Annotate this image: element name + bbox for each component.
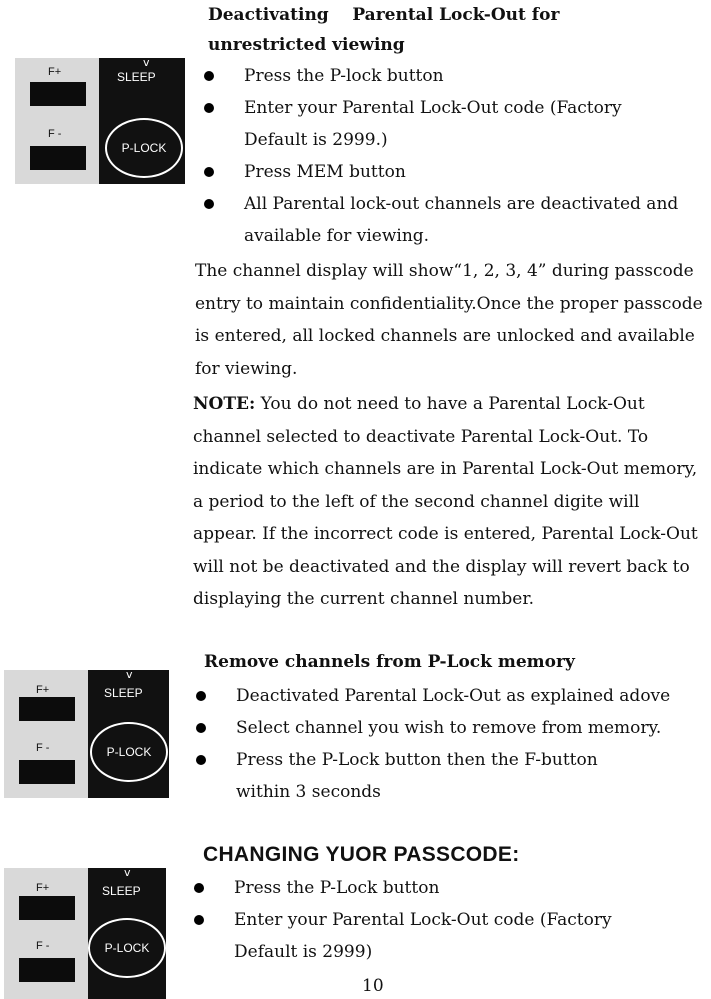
list-item-text: Press MEM button: [244, 162, 406, 182]
plock-button: P-LOCK: [105, 118, 183, 178]
bullet-icon: [194, 883, 204, 893]
section-heading: CHANGING YUOR PASSCODE:: [203, 843, 520, 866]
f-plus-button: [19, 896, 75, 920]
f-plus-label: F+: [36, 882, 50, 894]
chevron-down-icon: v: [126, 670, 133, 681]
sleep-button-label: SLEEP: [104, 686, 143, 700]
f-minus-button: [30, 146, 86, 170]
page-number: 10: [362, 976, 384, 996]
list-item-text: Deactivated Parental Lock-Out as explained adove: [236, 686, 671, 706]
paragraph-text: The channel display will show“1, 2, 3, 4” during passcode entry to maintain confidentiality.Once the proper passcode is entered, all locked channels are unlocked and available for viewing.: [195, 261, 703, 379]
f-minus-button: [19, 760, 75, 784]
f-minus-label: F -: [36, 940, 50, 952]
remote-panel-1: [15, 58, 185, 184]
f-minus-label: F -: [48, 128, 62, 140]
bullet-icon: [196, 755, 206, 765]
f-plus-button: [30, 82, 86, 106]
list-item: [190, 904, 650, 968]
f-plus-label: F+: [36, 684, 50, 696]
sleep-button-label: SLEEP: [117, 70, 156, 84]
list-item: [190, 872, 650, 904]
list-item-text: Press the P-lock button: [244, 66, 444, 86]
remote-panel-2: [4, 670, 169, 798]
list-item-text: Press the P-Lock button then the F-button within 3 seconds: [236, 750, 598, 802]
bullet-icon: [204, 167, 214, 177]
note-paragraph: [193, 388, 707, 616]
bullet-list: [192, 680, 672, 808]
f-minus-button: [19, 958, 75, 982]
section-heading: Remove channels from P-Lock memory: [204, 652, 575, 672]
plock-button: P-LOCK: [88, 918, 166, 978]
f-plus-label: F+: [48, 66, 62, 78]
note-label: NOTE:: [193, 394, 256, 414]
section-heading: Deactivating Parental Lock-Out for unrestricted viewing: [208, 5, 566, 55]
chevron-down-icon: v: [143, 58, 150, 69]
chevron-down-icon: v: [124, 868, 131, 879]
list-item: [192, 744, 606, 808]
list-item-text: Press the P-Lock button: [234, 878, 440, 898]
list-item: [192, 712, 672, 744]
bullet-list: [200, 60, 680, 252]
bullet-list: [190, 872, 650, 968]
list-item-text: Enter your Parental Lock-Out code (Factory Default is 2999.): [244, 98, 622, 150]
list-item: [200, 188, 680, 252]
sleep-button-label: SLEEP: [102, 884, 141, 898]
bullet-icon: [204, 103, 214, 113]
list-item-text: Enter your Parental Lock-Out code (Factory Default is 2999): [234, 910, 612, 962]
body-paragraph: [195, 255, 707, 385]
list-item-text: Select channel you wish to remove from memory.: [236, 718, 662, 738]
f-minus-label: F -: [36, 742, 50, 754]
bullet-icon: [196, 691, 206, 701]
list-item: [200, 60, 680, 92]
plock-button: P-LOCK: [90, 722, 168, 782]
f-plus-button: [19, 697, 75, 721]
list-item-text: All Parental lock-out channels are deactivated and available for viewing.: [244, 194, 679, 246]
list-item: [200, 92, 680, 156]
bullet-icon: [196, 723, 206, 733]
bullet-icon: [204, 71, 214, 81]
list-item: [200, 156, 680, 188]
remote-panel-3: [4, 868, 166, 999]
note-text: You do not need to have a Parental Lock-Out channel selected to deactivate Parental Lock-Out. To indicate which channels are in Parental Lock-Out memory, a period to the left of the second channel digite will appear. If the incorrect code is entered, Parental Lock-Out will not be deactivated and the display will revert back to displaying the current channel number.: [193, 394, 698, 609]
list-item: [192, 680, 672, 712]
bullet-icon: [194, 915, 204, 925]
bullet-icon: [204, 199, 214, 209]
